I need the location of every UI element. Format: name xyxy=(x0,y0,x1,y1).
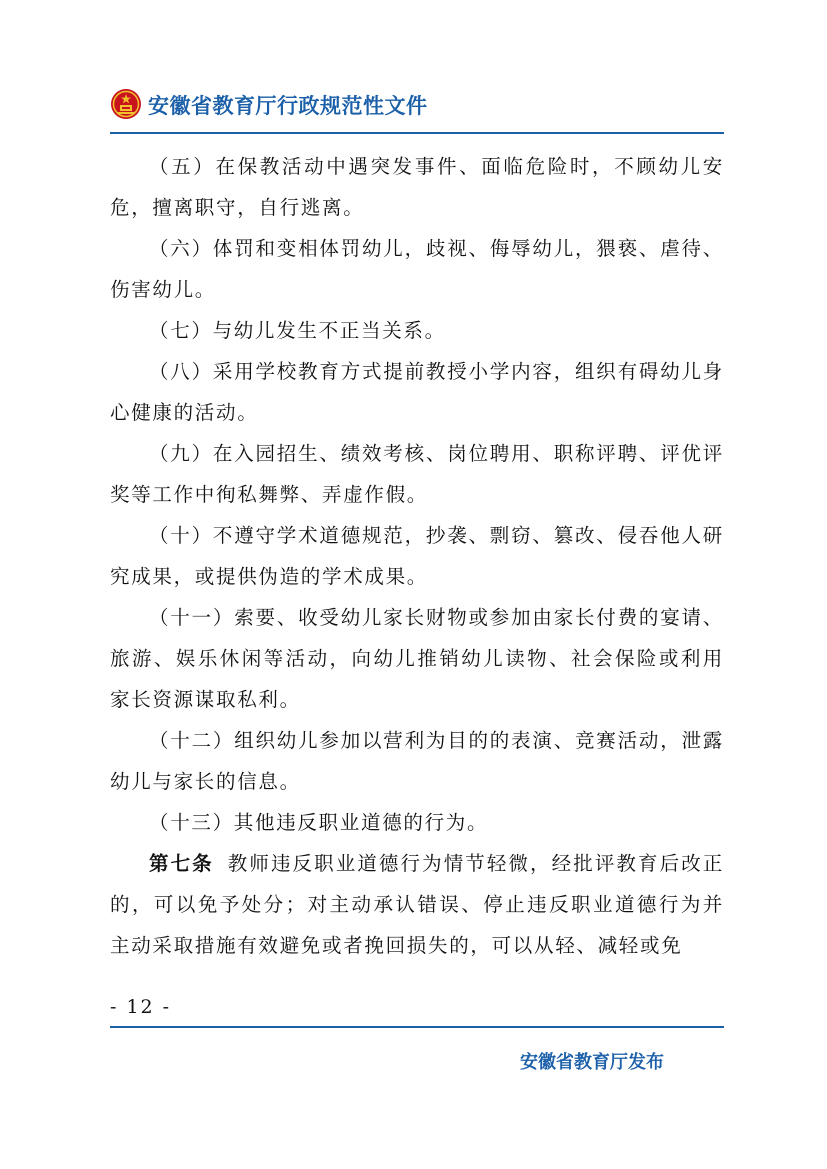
article-7-text: 教师违反职业道德行为情节轻微，经批评教育后改正的，可以免予处分；对主动承认错误、停止违反职业道德行为并主动采取措施有效避免或者挽回损失的，可以从轻、减轻或免 xyxy=(110,852,724,957)
document-body xyxy=(110,146,724,966)
paragraph-item-11: （十一）索要、收受幼儿家长财物或参加由家长付费的宴请、旅游、娱乐休闲等活动，向幼儿推销幼儿读物、社会保险或利用家长资源谋取私利。 xyxy=(110,606,724,711)
paragraph-item-13: （十三）其他违反职业道德的行为。 xyxy=(149,811,489,834)
footer-publisher: 安徽省教育厅发布 xyxy=(520,1052,664,1073)
header-title: 安徽省教育厅行政规范性文件 xyxy=(148,94,428,118)
article-7-label: 第七条 xyxy=(149,852,214,875)
national-emblem-icon xyxy=(110,88,142,120)
footer-divider xyxy=(110,1026,724,1028)
paragraph-item-9: （九）在入园招生、绩效考核、岗位聘用、职称评聘、评优评奖等工作中徇私舞弊、弄虚作假。 xyxy=(110,442,724,506)
article-7-paragraph xyxy=(110,843,724,966)
page-number: - 12 - xyxy=(110,996,172,1018)
paragraph-item-12: （十二）组织幼儿参加以营利为目的的表演、竞赛活动，泄露幼儿与家长的信息。 xyxy=(110,729,724,793)
paragraph-item-10: （十）不遵守学术道德规范，抄袭、剽窃、篡改、侵吞他人研究成果，或提供伪造的学术成果。 xyxy=(110,524,724,588)
paragraph-item-7: （七）与幼儿发生不正当关系。 xyxy=(149,319,446,342)
paragraph-item-6: （六）体罚和变相体罚幼儿，歧视、侮辱幼儿，猥亵、虐待、伤害幼儿。 xyxy=(110,237,724,301)
paragraph-item-8: （八）采用学校教育方式提前教授小学内容，组织有碍幼儿身心健康的活动。 xyxy=(110,360,724,424)
document-header xyxy=(110,88,724,138)
paragraph-item-5: （五）在保教活动中遇突发事件、面临危险时，不顾幼儿安危，擅离职守，自行逃离。 xyxy=(110,155,724,219)
header-divider xyxy=(110,132,724,134)
